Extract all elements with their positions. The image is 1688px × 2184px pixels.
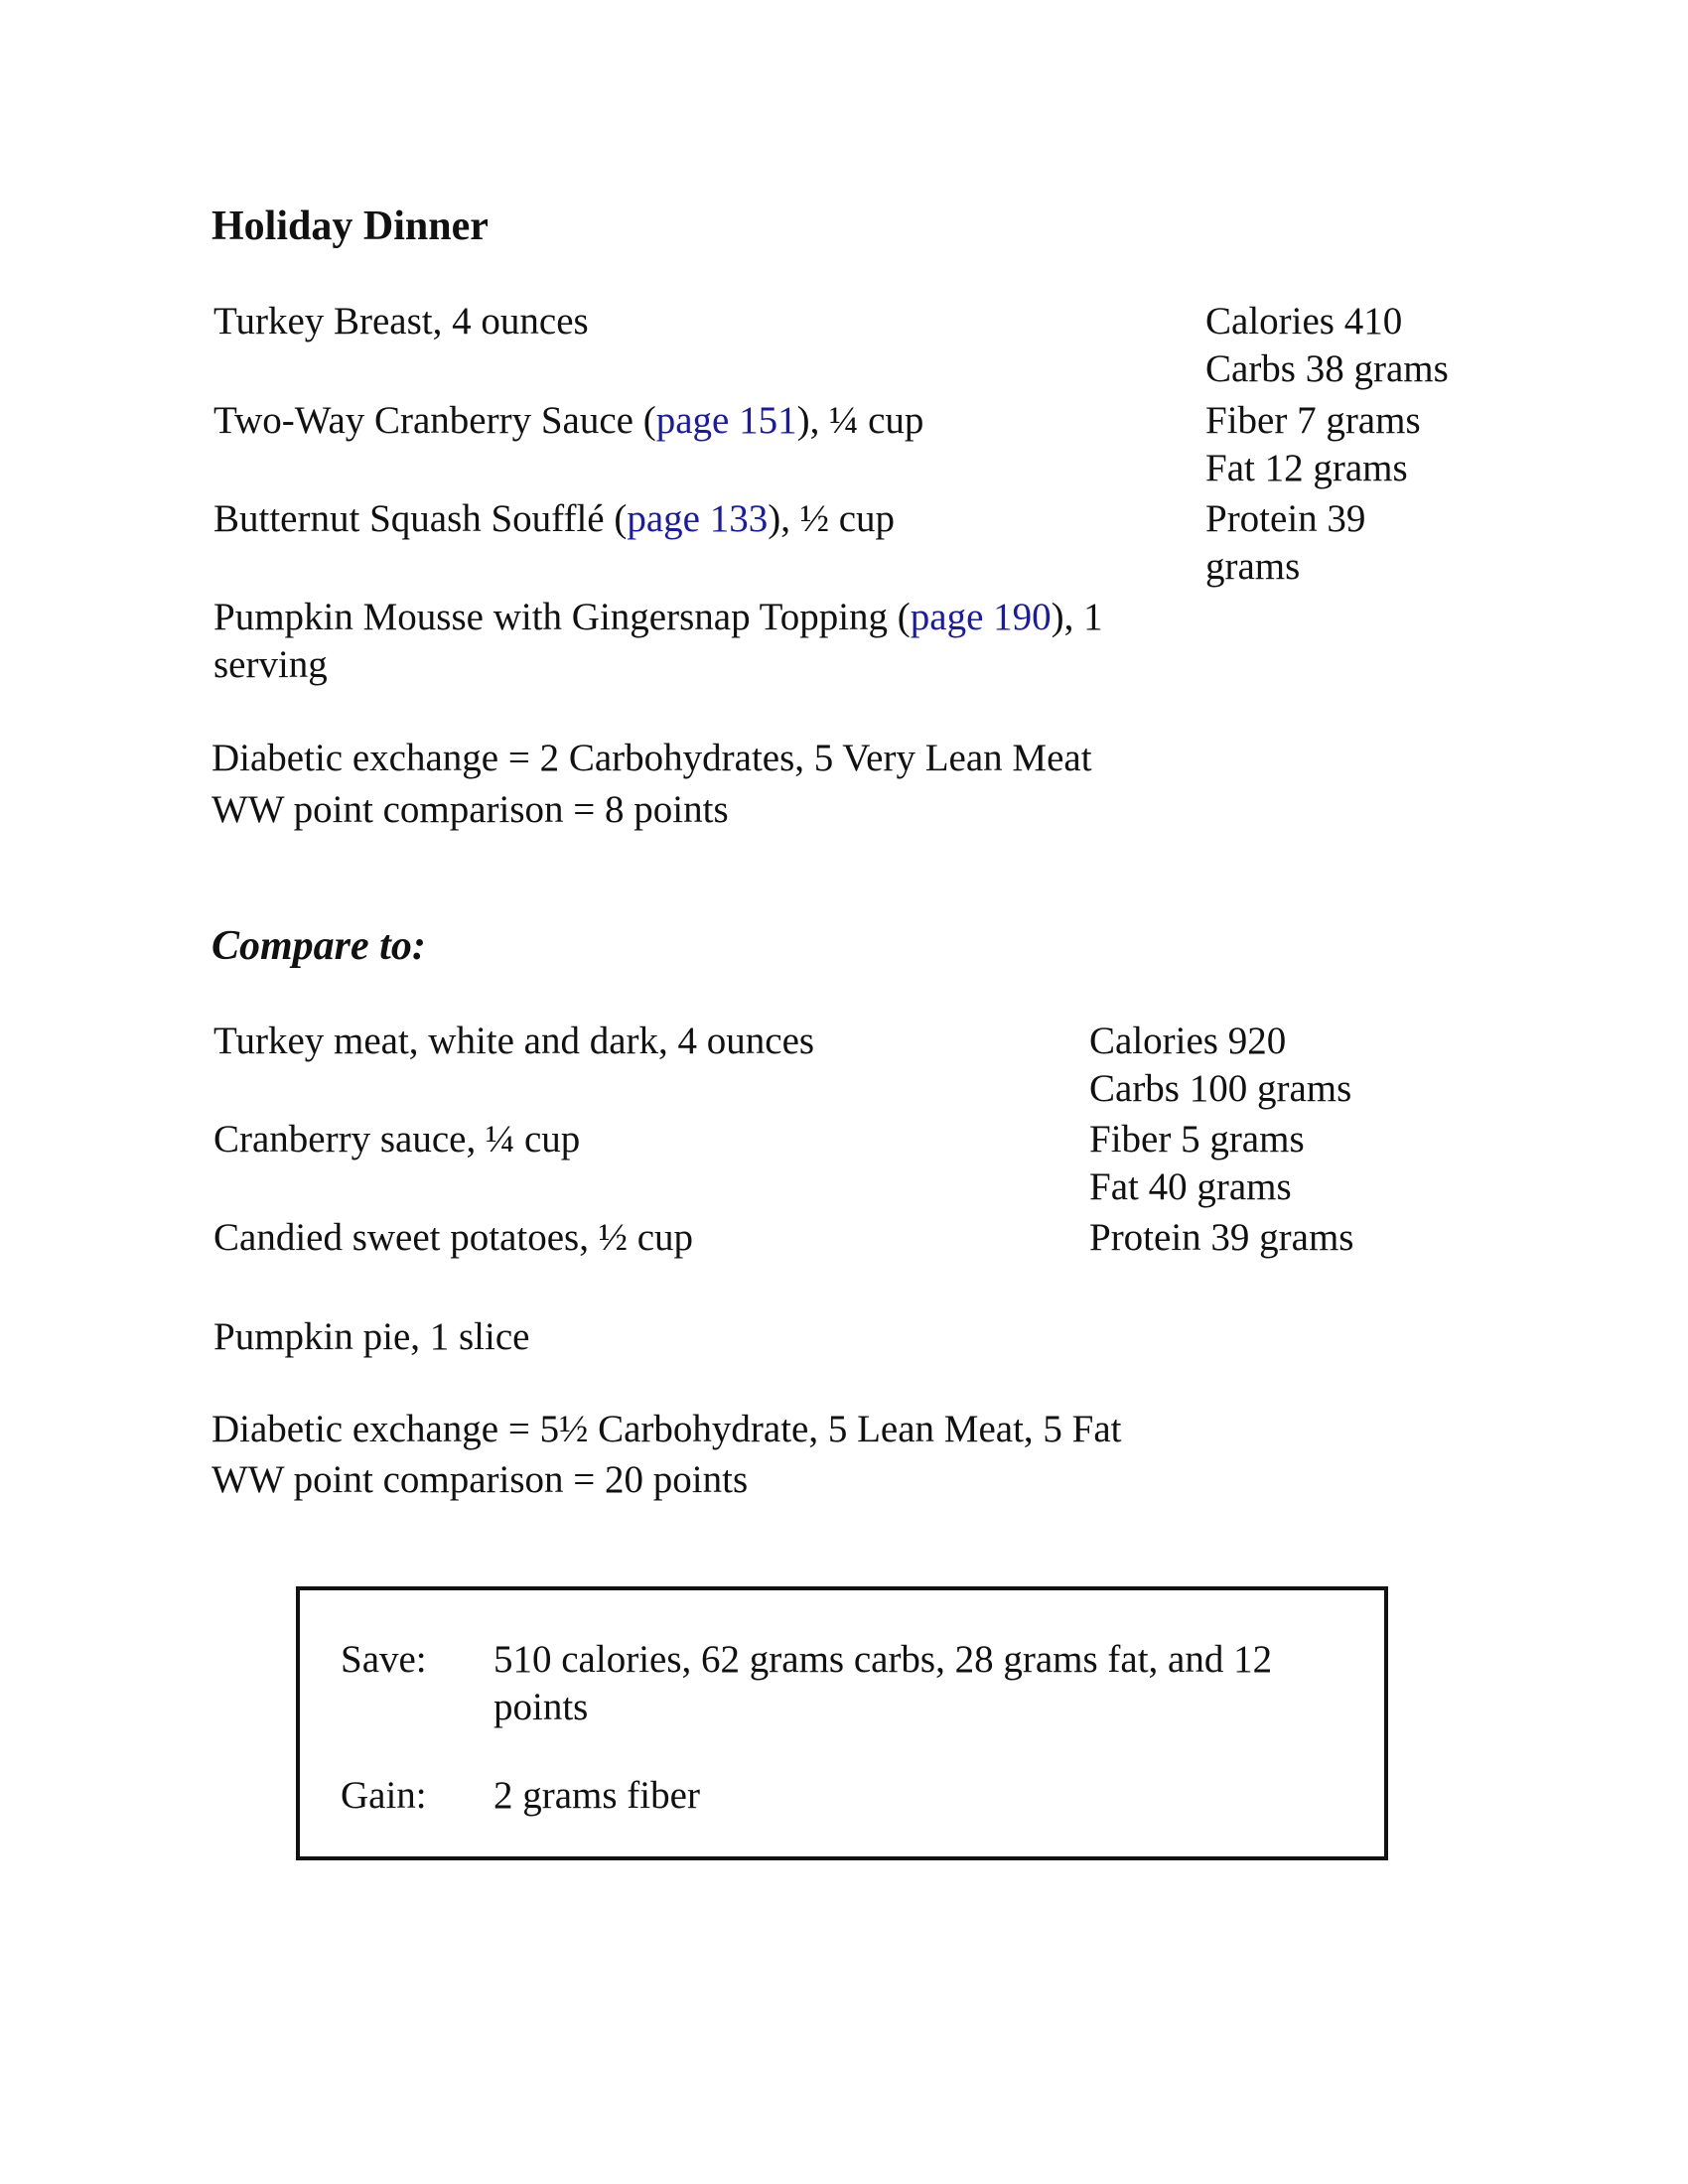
compare-diabetic-exchange: Diabetic exchange = 5½ Carbohydrate, 5 Lean Meat, 5 Fat	[211, 1408, 1122, 1450]
gain-text: 2 grams fiber	[493, 1774, 700, 1817]
item-text: Two-Way Cranberry Sauce (	[213, 399, 656, 442]
gain-label: Gain:	[341, 1774, 427, 1817]
item-text: ), ¼ cup	[796, 399, 924, 442]
holiday-item-squash	[213, 495, 895, 543]
compare-item-cranberry: Cranberry sauce, ¼ cup	[213, 1118, 581, 1160]
holiday-item-mousse-cont: serving	[213, 643, 328, 686]
save-text-cont: points	[493, 1686, 589, 1728]
compare-nutrition-carbs: Carbs 100 grams	[1089, 1067, 1352, 1110]
save-text: 510 calories, 62 grams carbs, 28 grams fat, and 12	[493, 1638, 1273, 1681]
nutrition-protein: Protein 39	[1205, 497, 1366, 540]
compare-nutrition-fiber: Fiber 5 grams	[1089, 1118, 1305, 1160]
nutrition-protein-unit: grams	[1205, 545, 1301, 588]
page-link-190[interactable]: page 190	[910, 596, 1052, 638]
holiday-diabetic-exchange: Diabetic exchange = 2 Carbohydrates, 5 Very Lean Meat	[211, 737, 1092, 779]
compare-item-potatoes: Candied sweet potatoes, ½ cup	[213, 1216, 694, 1259]
compare-item-pie: Pumpkin pie, 1 slice	[213, 1315, 530, 1358]
compare-item-turkey: Turkey meat, white and dark, 4 ounces	[213, 1020, 815, 1062]
item-text: Butternut Squash Soufflé (	[213, 497, 628, 540]
holiday-item-turkey: Turkey Breast, 4 ounces	[213, 300, 589, 342]
holiday-ww-points: WW point comparison = 8 points	[211, 788, 729, 831]
nutrition-fat: Fat 12 grams	[1205, 447, 1408, 489]
page-link-133[interactable]: page 133	[627, 497, 769, 540]
compare-nutrition-protein: Protein 39 grams	[1089, 1216, 1354, 1259]
compare-nutrition-calories: Calories 920	[1089, 1020, 1287, 1062]
nutrition-fiber: Fiber 7 grams	[1205, 399, 1421, 442]
nutrition-carbs: Carbs 38 grams	[1205, 347, 1449, 390]
compare-heading: Compare to:	[211, 923, 426, 969]
compare-ww-points: WW point comparison = 20 points	[211, 1458, 749, 1501]
savings-summary-box	[296, 1586, 1388, 1860]
item-text: ), 1	[1051, 596, 1103, 638]
holiday-item-cranberry	[213, 397, 923, 445]
nutrition-calories: Calories 410	[1205, 300, 1403, 342]
holiday-item-mousse	[213, 594, 1103, 641]
page-title: Holiday Dinner	[211, 204, 489, 249]
save-label: Save:	[341, 1638, 427, 1681]
item-text: ), ½ cup	[768, 497, 896, 540]
page-link-151[interactable]: page 151	[655, 399, 797, 442]
compare-nutrition-fat: Fat 40 grams	[1089, 1165, 1292, 1208]
item-text: Pumpkin Mousse with Gingersnap Topping (	[213, 596, 911, 638]
